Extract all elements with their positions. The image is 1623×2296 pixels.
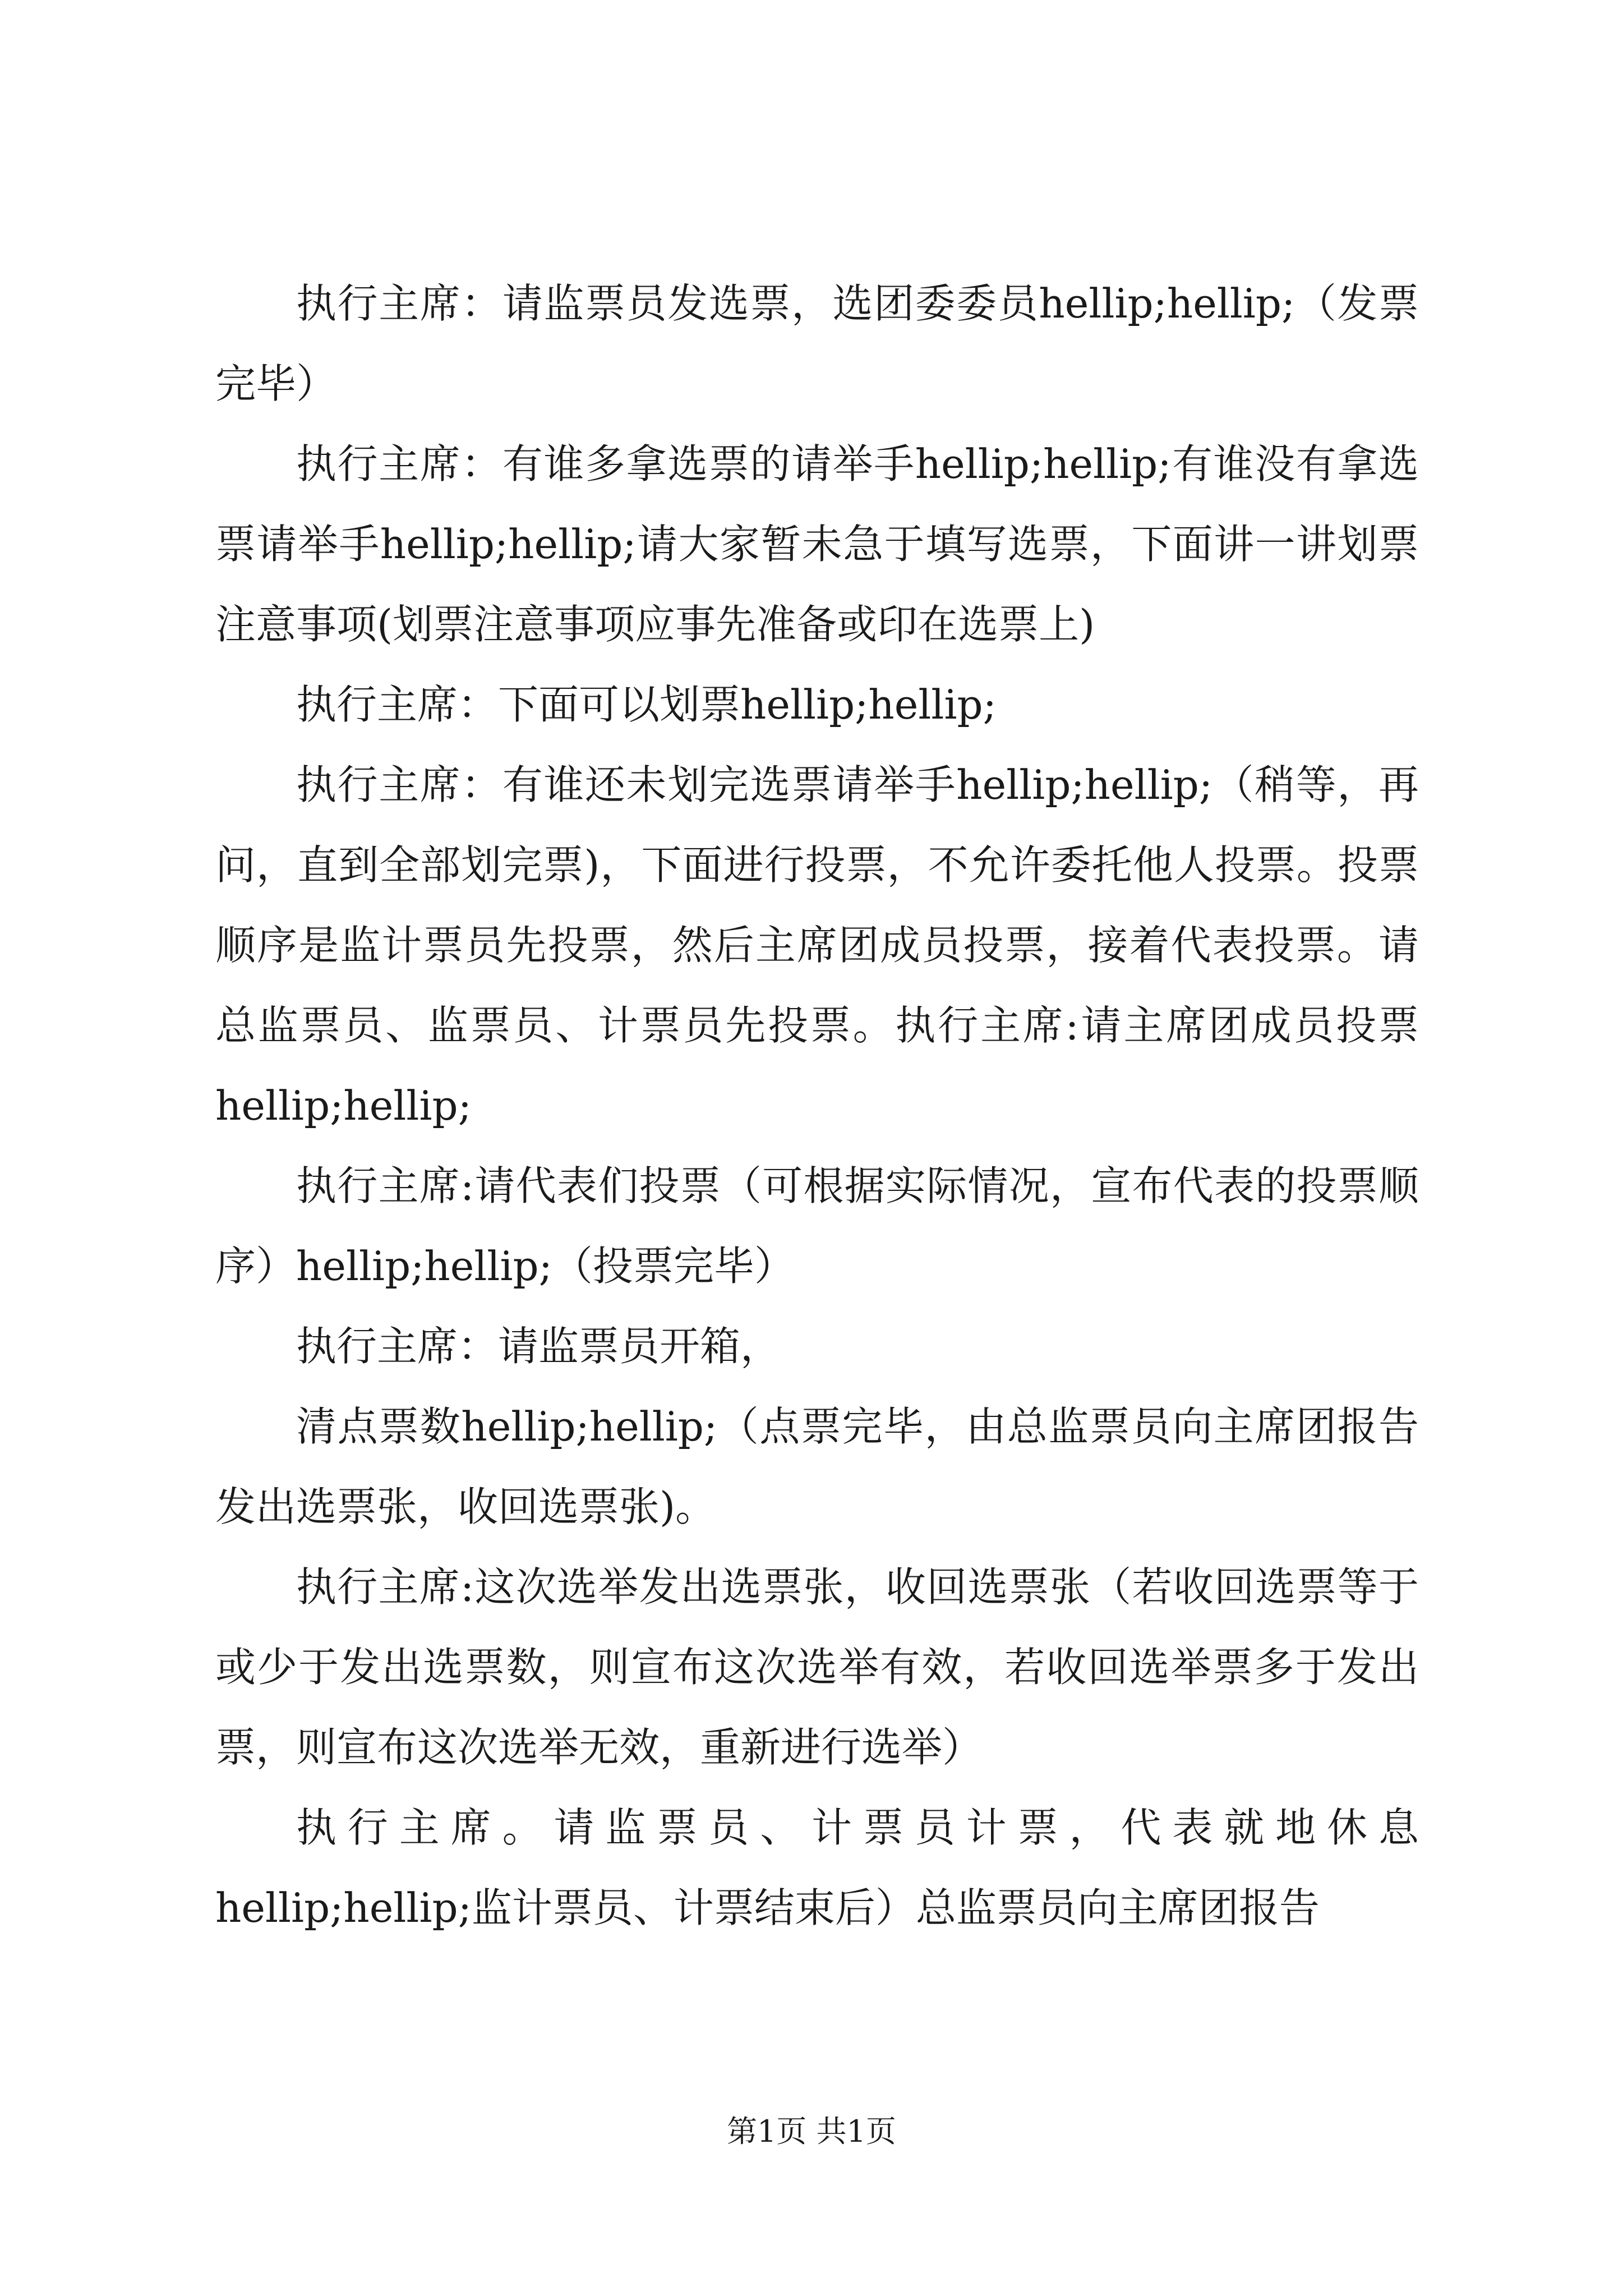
paragraph: 执行主席：有谁还未划完选票请举手hellip;hellip;（稍等，再问，直到全部划完票)，下面进行投票，不允许委托他人投票。投票顺序是监计票员先投票，然后主席团成员投票，接着代表投票。请总监票员、监票员、计票员先投票。执行主席:请主席团成员投票hellip;hellip; [215,761,1419,1129]
paragraph: 执行主席：请监票员开箱， [296,1323,781,1370]
page-footer [0,2109,1623,2154]
paragraph: 清点票数hellip;hellip;（点票完毕，由总监票员向主席团报告发出选票张，收回选票张)。 [215,1403,1419,1530]
page-number-label: 第1页 共1页 [727,2114,896,2149]
document-body [215,264,1419,1948]
paragraph: 执行主席:请代表们投票（可根据实际情况，宣布代表的投票顺序）hellip;hellip;（投票完毕） [215,1162,1419,1290]
paragraph: 执行主席：请监票员发选票，选团委委员hellip;hellip;（发票完毕） [215,280,1419,407]
paragraph: 执行主席。请监票员、计票员计票，代表就地休息hellip;hellip;监计票员、计票结束后）总监票员向主席团报告 [215,1804,1419,1931]
paragraph: 执行主席:这次选举发出选票张，收回选票张（若收回选票等于或少于发出选票数，则宣布这次选举有效，若收回选举票多于发出票，则宣布这次选举无效，重新进行选举） [215,1563,1419,1771]
paragraph: 执行主席：下面可以划票hellip;hellip; [296,681,997,728]
paragraph: 执行主席：有谁多拿选票的请举手hellip;hellip;有谁没有拿选票请举手hellip;hellip;请大家暂未急于填写选票，下面讲一讲划票注意事项(划票注意事项应事先准备或印在选票上) [215,440,1419,648]
